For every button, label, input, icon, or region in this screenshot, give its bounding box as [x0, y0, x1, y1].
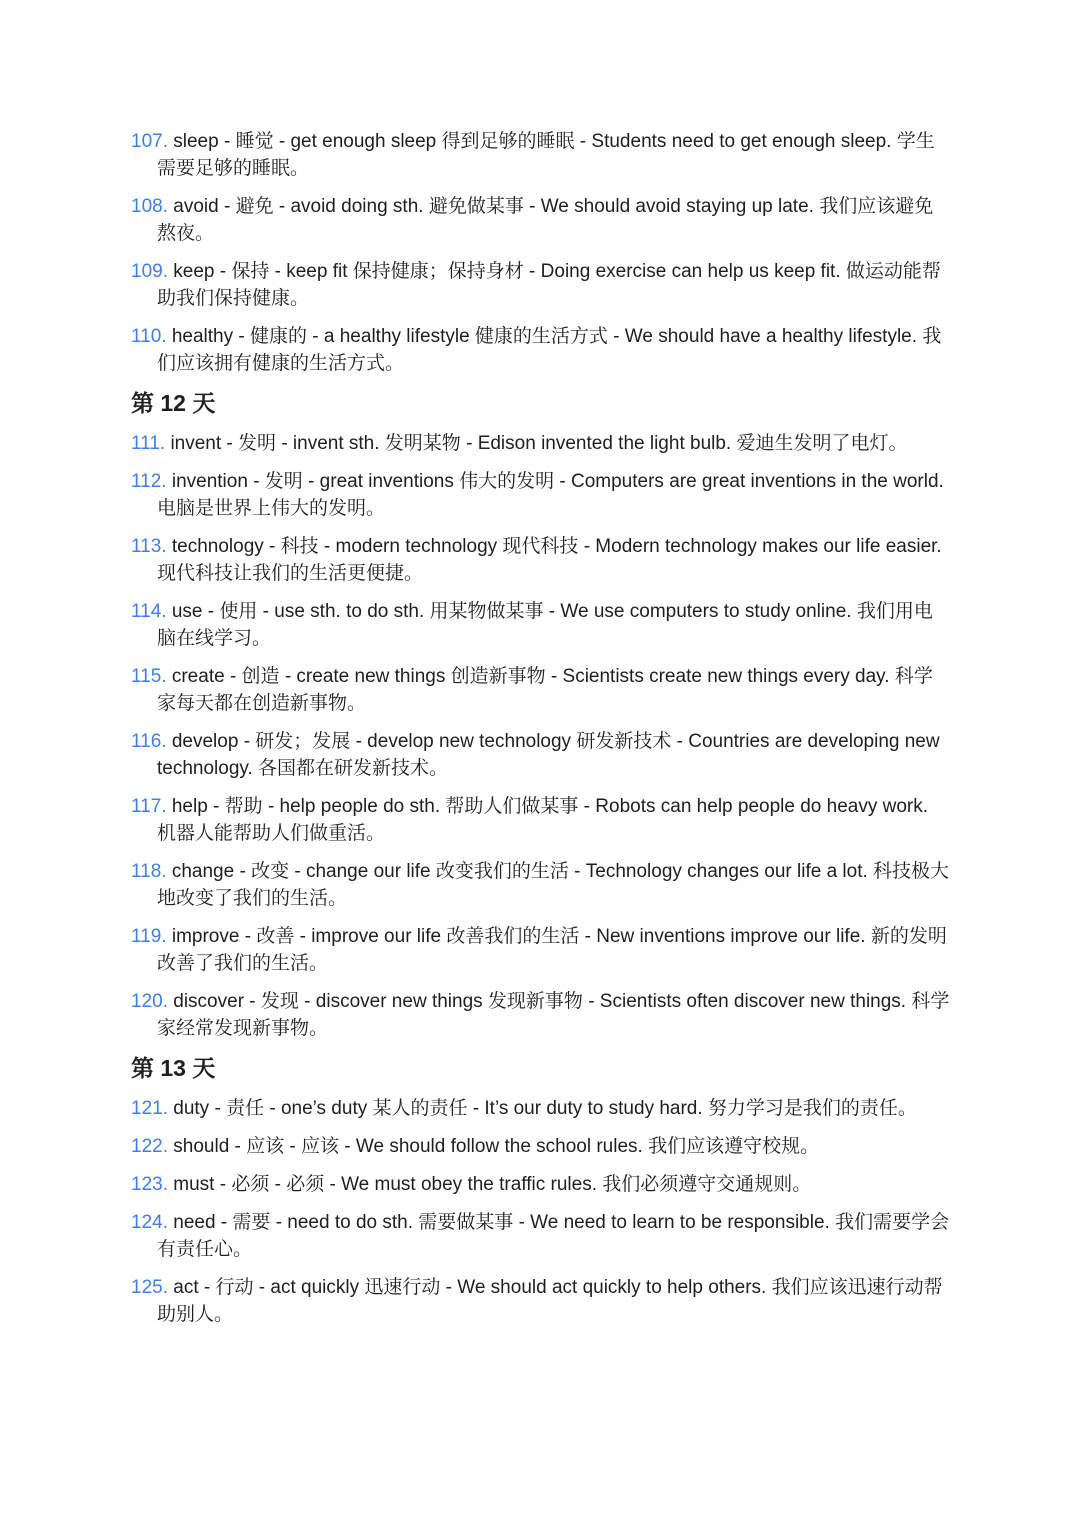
item-number: 112.	[131, 471, 167, 492]
item-text: must - 必须 - 必须 - We must obey the traffic rules. 我们必须遵守交通规则。	[173, 1174, 812, 1195]
list-item	[131, 923, 951, 977]
item-number: 110.	[131, 326, 167, 347]
list-item	[131, 323, 951, 377]
item-text: should - 应该 - 应该 - We should follow the school rules. 我们应该遵守校规。	[173, 1136, 820, 1157]
item-number: 120.	[131, 991, 168, 1012]
day-12-heading: 第 12 天	[131, 390, 216, 416]
item-text: act - 行动 - act quickly 迅速行动 - We should act quickly to help others. 我们应该迅速行动帮助别人。	[157, 1277, 943, 1325]
list-item	[131, 193, 951, 247]
list-item	[131, 1133, 951, 1160]
list-item	[131, 793, 951, 847]
list-item	[131, 728, 951, 782]
item-number: 113.	[131, 536, 167, 557]
item-text: help - 帮助 - help people do sth. 帮助人们做某事 - Robots can help people do heavy work. 机器人能帮助人们做重活。	[157, 796, 929, 844]
list-item	[131, 533, 951, 587]
list-item	[131, 468, 951, 522]
item-number: 114.	[131, 601, 167, 622]
item-number: 109.	[131, 261, 168, 282]
item-text: discover - 发现 - discover new things 发现新事物 - Scientists often discover new things. 科学家经常发现新事物。	[157, 991, 950, 1039]
item-text: sleep - 睡觉 - get enough sleep 得到足够的睡眠 - Students need to get enough sleep. 学生需要足够的睡眠。	[157, 131, 935, 179]
item-text: technology - 科技 - modern technology 现代科技 - Modern technology makes our life easier. 现代科技让我们的生活更便捷。	[157, 536, 942, 584]
list-item	[131, 858, 951, 912]
item-number: 124.	[131, 1212, 168, 1233]
item-text: create - 创造 - create new things 创造新事物 - Scientists create new things every day. 科学家每天都在创造新事物。	[157, 666, 933, 714]
item-number: 107.	[131, 131, 168, 152]
list-item	[131, 598, 951, 652]
item-text: need - 需要 - need to do sth. 需要做某事 - We need to learn to be responsible. 我们需要学会有责任心。	[157, 1212, 950, 1260]
item-number: 122.	[131, 1136, 168, 1157]
item-number: 108.	[131, 196, 168, 217]
list-item	[131, 258, 951, 312]
item-text: invention - 发明 - great inventions 伟大的发明 - Computers are great inventions in the world. 电脑是世界上伟大的发明。	[157, 471, 944, 519]
list-item	[131, 128, 951, 182]
item-text: use - 使用 - use sth. to do sth. 用某物做某事 - We use computers to study online. 我们用电脑在线学习。	[157, 601, 933, 649]
item-number: 123.	[131, 1174, 168, 1195]
item-text: keep - 保持 - keep fit 保持健康；保持身材 - Doing exercise can help us keep fit. 做运动能帮助我们保持健康。	[157, 261, 941, 309]
item-number: 116.	[131, 731, 167, 752]
item-text: duty - 责任 - one’s duty 某人的责任 - It’s our duty to study hard. 努力学习是我们的责任。	[173, 1098, 917, 1119]
list-item	[131, 1095, 951, 1122]
item-text: change - 改变 - change our life 改变我们的生活 - Technology changes our life a lot. 科技极大地改变了我们的生活。	[157, 861, 950, 909]
item-number: 111.	[131, 433, 166, 454]
list-item	[131, 663, 951, 717]
list-item	[131, 1209, 951, 1263]
item-number: 115.	[131, 666, 167, 687]
item-number: 117.	[131, 796, 167, 817]
vocabulary-list	[131, 128, 951, 1339]
item-text: healthy - 健康的 - a healthy lifestyle 健康的生活方式 - We should have a healthy lifestyle. 我们应该拥有健康的生活方式。	[157, 326, 942, 374]
item-text: invent - 发明 - invent sth. 发明某物 - Edison invented the light bulb. 爱迪生发明了电灯。	[170, 433, 908, 454]
list-item	[131, 988, 951, 1042]
item-text: develop - 研发；发展 - develop new technology 研发新技术 - Countries are developing new technology. 各国都在研发新技术。	[157, 731, 940, 779]
list-item	[131, 430, 951, 457]
list-item	[131, 1274, 951, 1328]
item-number: 125.	[131, 1277, 168, 1298]
item-number: 119.	[131, 926, 167, 947]
item-number: 118.	[131, 861, 167, 882]
item-number: 121.	[131, 1098, 168, 1119]
list-item	[131, 1171, 951, 1198]
item-text: improve - 改善 - improve our life 改善我们的生活 - New inventions improve our life. 新的发明改善了我们的生活。	[157, 926, 947, 974]
day-13-heading: 第 13 天	[131, 1055, 216, 1081]
item-text: avoid - 避免 - avoid doing sth. 避免做某事 - We should avoid staying up late. 我们应该避免熬夜。	[157, 196, 934, 244]
